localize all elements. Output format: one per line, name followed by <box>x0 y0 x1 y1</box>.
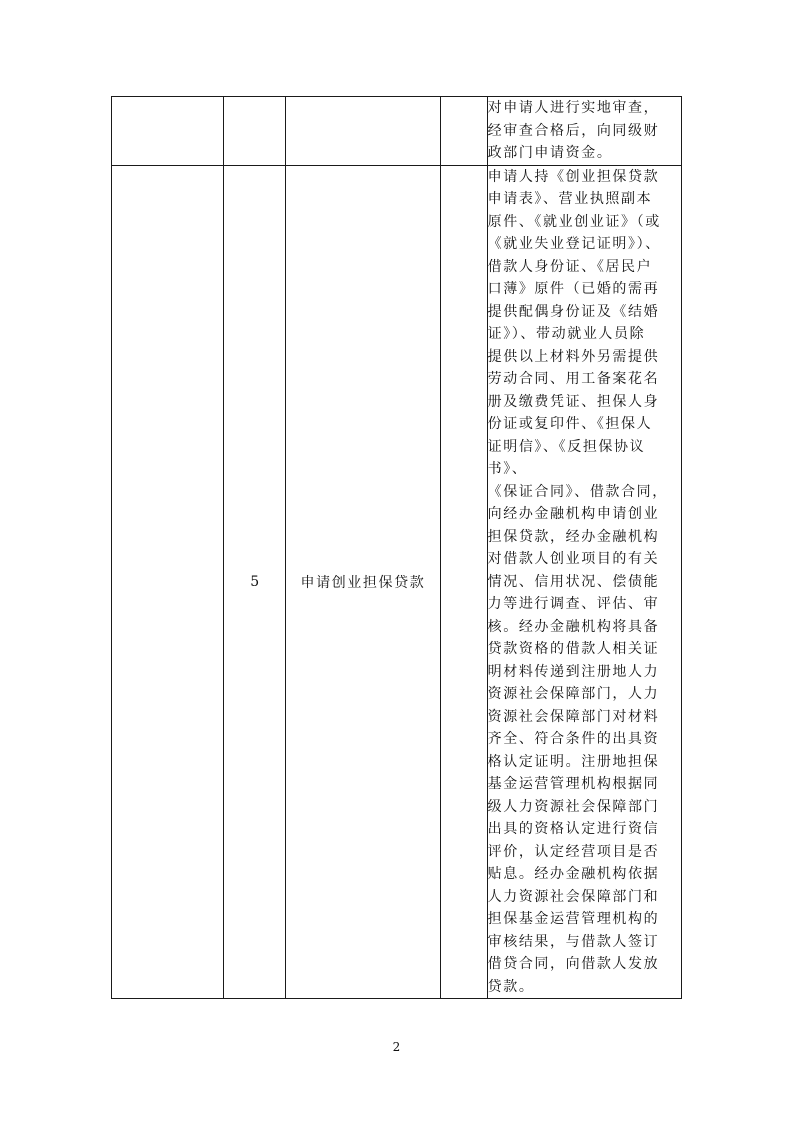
table-cell-number <box>224 97 286 166</box>
table-row <box>112 165 682 999</box>
table-cell-blank <box>440 165 487 999</box>
table-cell-item <box>286 97 440 166</box>
procedure-table <box>111 96 682 999</box>
table-row <box>112 97 682 166</box>
table-cell-description: 对申请人进行实地审查， 经审查合格后，向同级财 政部门申请资金。 <box>487 97 681 166</box>
table-cell-description: 申请人持《创业担保贷款 申请表》、营业执照副本 原件、《就业创业证》（或 《就业失业登记证明》）、 借款人身份证、《居民户 口薄》原件（已婚的需再 提供配偶身份证及《结婚 证》）、带动就业人员除 提供以上材料外另需提供 劳动合同、用工备案花名 册及缴费凭证、担保人身 份证或复印件、《担保人 证明信》、《反担保协议 书》、 《保证合同》、借款合同， 向经办金融机构申请创业 担保贷款，经办金融机构 对借款人创业项目的有关 情况、信用状况、偿债能 力等进行调查、评估、审 核。经办金融机构将具备 贷款资格的借款人相关证 明材料传递到注册地人力 资源社会保障部门，人力 资源社会保障部门对材料 齐全、符合条件的出具资 格认定证明。注册地担保 基金运营管理机构根据同 级人力资源社会保障部门 出具的资格认定进行资信 评价，认定经营项目是否 贴息。经办金融机构依据 人力资源社会保障部门和 担保基金运营管理机构的 审核结果，与借款人签订 借贷合同，向借款人发放 贷款。 <box>487 165 681 999</box>
table-cell-blank <box>440 97 487 166</box>
page-number: 2 <box>392 1040 401 1054</box>
table-cell-blank <box>112 97 224 166</box>
table-cell-number: 5 <box>224 165 286 999</box>
table-cell-blank <box>112 165 224 999</box>
table-cell-item: 申请创业担保贷款 <box>286 165 440 999</box>
